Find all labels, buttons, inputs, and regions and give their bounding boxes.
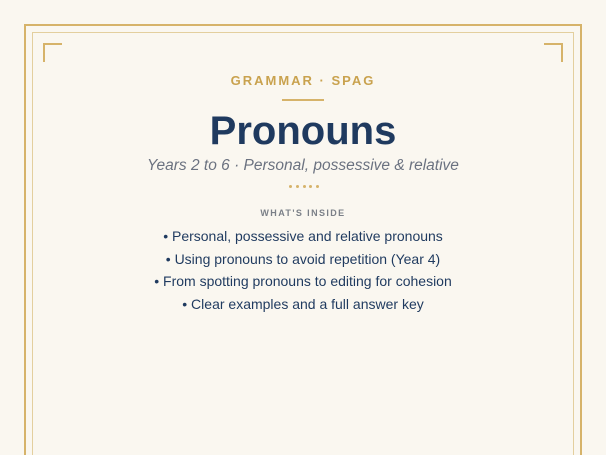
list-item: • Personal, possessive and relative pronouns <box>163 228 443 244</box>
whats-inside-label: WHAT'S INSIDE <box>260 208 346 218</box>
page-subtitle: Years 2 to 6 · Personal, possessive & relative <box>147 157 459 174</box>
divider-dot <box>309 185 312 188</box>
divider-dot <box>289 185 292 188</box>
list-item: • Clear examples and a full answer key <box>182 295 424 312</box>
divider-dot <box>296 185 299 188</box>
gold-divider <box>282 99 324 101</box>
corner-ornament-top-left <box>43 43 62 62</box>
corner-ornament-top-right <box>544 43 563 62</box>
contents-list <box>0 225 606 315</box>
page-title: Pronouns <box>209 109 397 153</box>
category-eyebrow: GRAMMAR · SPAG <box>230 73 376 88</box>
divider-dot <box>303 185 306 188</box>
dotted-divider <box>289 185 319 189</box>
divider-dot <box>316 185 319 188</box>
list-item: • From spotting pronouns to editing for cohesion <box>154 273 452 289</box>
list-item: • Using pronouns to avoid repetition (Year 4) <box>165 250 441 267</box>
